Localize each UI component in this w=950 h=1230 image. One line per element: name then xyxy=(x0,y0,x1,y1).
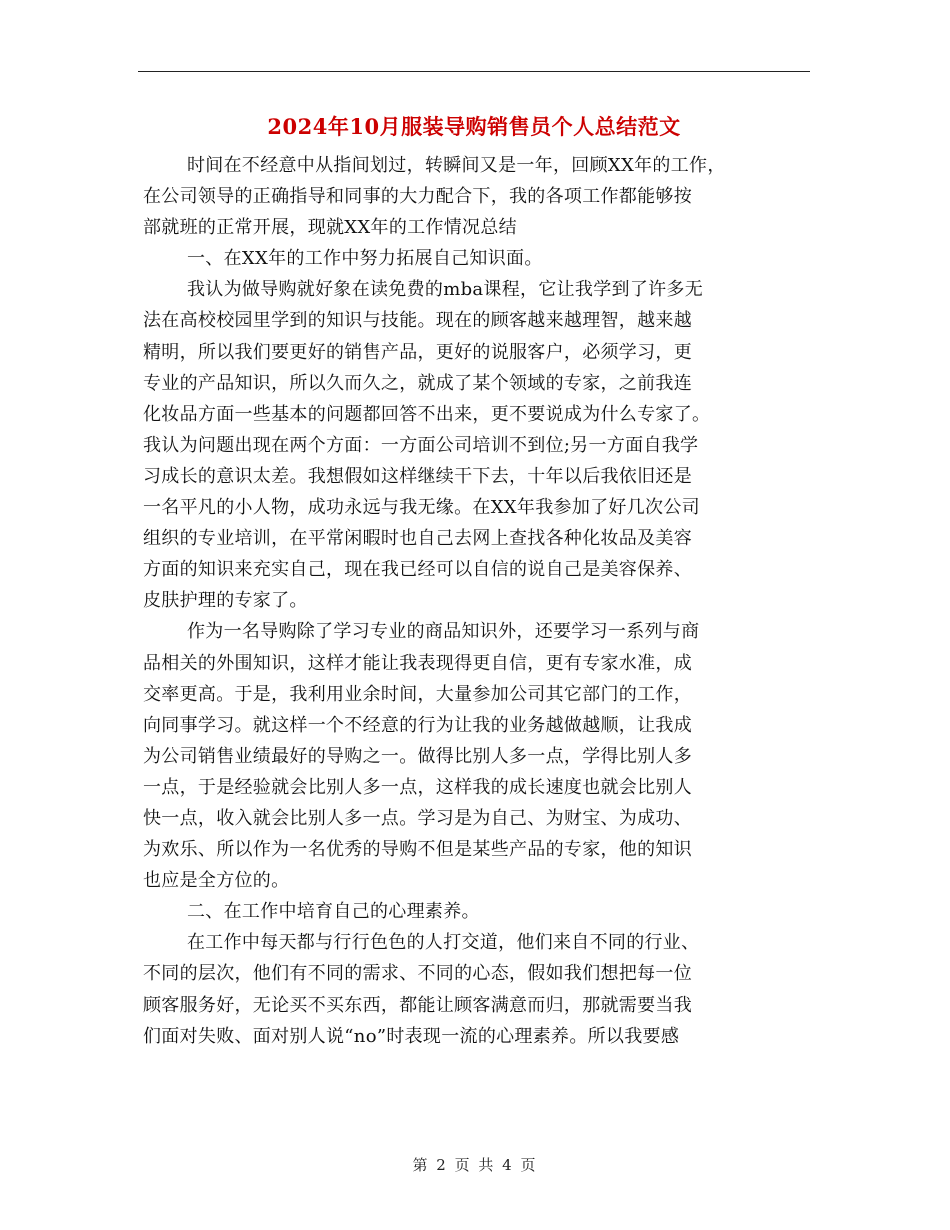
text-line: 法在高校校园里学到的知识与技能。现在的顾客越来越理智，越来越 xyxy=(143,310,692,332)
text-line: 在工作中每天都与行行色色的人打交道，他们来自不同的行业、 xyxy=(187,932,700,954)
text-line: 交率更高。于是，我利用业余时间，大量参加公司其它部门的工作， xyxy=(143,683,692,705)
text-line: 我认为问题出现在两个方面：一方面公司培训不到位;另一方面自我学 xyxy=(143,434,699,456)
text-line: 一点，于是经验就会比别人多一点，这样我的成长速度也就会比别人 xyxy=(143,776,692,798)
text-line: 顾客服务好，无论买不买东西，都能让顾客满意而归，那就需要当我 xyxy=(143,994,692,1016)
text-line: 组织的专业培训，在平常闲暇时也自己去网上查找各种化妆品及美容 xyxy=(143,528,692,550)
text-line: 二、在工作中培育自己的心理素养。 xyxy=(187,901,480,923)
page-number-footer: 第 2 页 共 4 页 xyxy=(412,1156,538,1174)
document-body xyxy=(143,150,807,1052)
document-title: 2024年10月服装导购销售员个人总结范文 xyxy=(267,114,681,139)
text-line: 部就班的正常开展，现就XX年的工作情况总结 xyxy=(143,217,517,239)
text-line: 为欢乐、所以作为一名优秀的导购不但是某些产品的专家，他的知识 xyxy=(143,839,692,861)
text-line: 我认为做导购就好象在读免费的mba课程，它让我学到了许多无 xyxy=(187,279,704,301)
text-line: 向同事学习。就这样一个不经意的行为让我的业务越做越顺，让我成 xyxy=(143,714,692,736)
text-line: 精明，所以我们要更好的销售产品，更好的说服客户，必须学习，更 xyxy=(143,341,692,363)
text-line: 一、在XX年的工作中努力拓展自己知识面。 xyxy=(187,248,543,270)
text-line: 化妆品方面一些基本的问题都回答不出来，更不要说成为什么专家了。 xyxy=(143,403,711,425)
text-line: 方面的知识来充实自己，现在我已经可以自信的说自己是美容保养、 xyxy=(143,559,692,581)
text-line: 为公司销售业绩最好的导购之一。做得比别人多一点，学得比别人多 xyxy=(143,745,692,767)
text-line: 在公司领导的正确指导和同事的大力配合下，我的各项工作都能够按 xyxy=(143,186,692,208)
text-line: 不同的层次，他们有不同的需求、不同的心态，假如我们想把每一位 xyxy=(143,963,692,985)
text-line: 时间在不经意中从指间划过，转瞬间又是一年，回顾XX年的工作， xyxy=(187,155,726,176)
text-line: 们面对失败、面对别人说“no”时表现一流的心理素养。所以我要感 xyxy=(143,1025,680,1047)
text-line: 也应是全方位的。 xyxy=(143,870,290,892)
text-line: 习成长的意识太差。我想假如这样继续干下去，十年以后我依旧还是 xyxy=(143,465,692,487)
text-line: 一名平凡的小人物，成功永远与我无缘。在XX年我参加了好几次公司 xyxy=(143,497,700,519)
text-line: 快一点，收入就会比别人多一点。学习是为自己、为财宝、为成功、 xyxy=(143,807,692,829)
text-line: 品相关的外围知识，这样才能让我表现得更自信，更有专家水准，成 xyxy=(143,652,692,674)
text-line: 作为一名导购除了学习专业的商品知识外，还要学习一系列与商 xyxy=(187,621,700,643)
text-line: 皮肤护理的专家了。 xyxy=(143,590,308,612)
text-line: 专业的产品知识，所以久而久之，就成了某个领域的专家，之前我连 xyxy=(143,372,692,394)
header-rule xyxy=(138,71,810,72)
